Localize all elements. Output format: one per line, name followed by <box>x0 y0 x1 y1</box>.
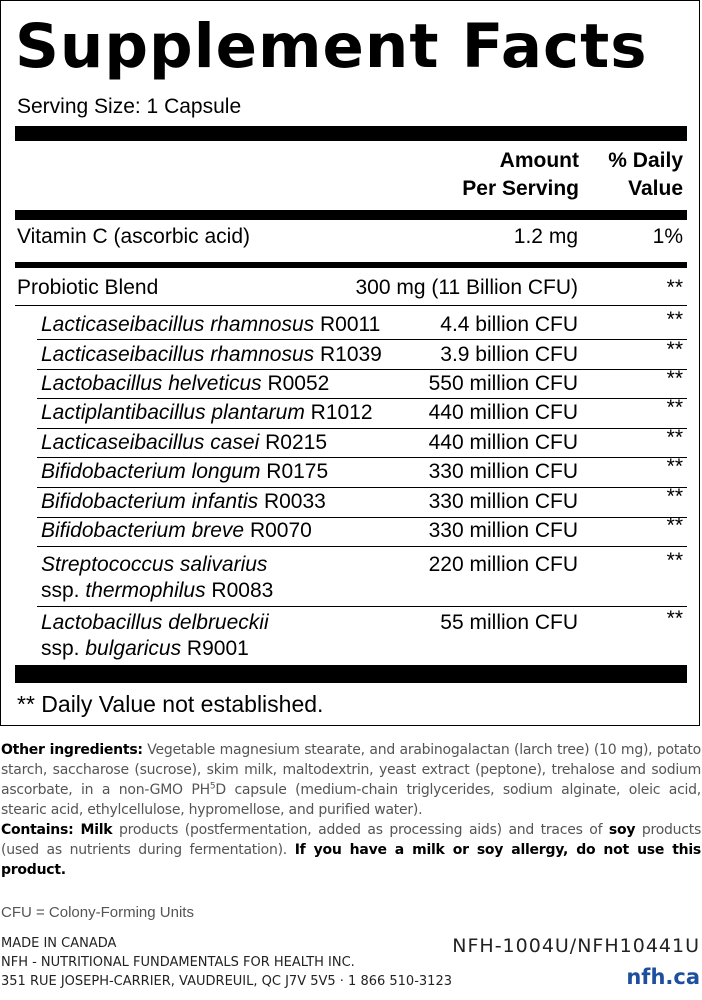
panel-title: Supplement Facts <box>15 11 648 82</box>
medium-divider <box>15 262 687 268</box>
strain-name: Lactiplantibacillus plantarum R1012 <box>41 401 373 424</box>
vitamin-c-amount: 1.2 mg <box>513 225 578 248</box>
strain-amount: 330 million CFU <box>428 519 578 542</box>
strain-dv: ** <box>666 607 683 630</box>
strain-amount: 4.4 billion CFU <box>440 313 578 336</box>
strain-amount: 330 million CFU <box>428 460 578 483</box>
strain-name: Lacticaseibacillus casei R0215 <box>41 431 327 454</box>
strain-name: Streptococcus salivarius ssp. thermophilus R0083 <box>41 553 274 602</box>
daily-value-header: % Daily Value <box>608 149 683 200</box>
other-ingredients-label: Other ingredients: <box>1 742 143 758</box>
strain-dv: ** <box>666 485 683 508</box>
strain-dv: ** <box>666 367 683 390</box>
daily-value-footnote: ** Daily Value not established. <box>17 691 324 717</box>
website: nfh.ca <box>626 965 700 989</box>
made-in: MADE IN CANADA <box>1 936 117 951</box>
row-divider <box>37 339 687 340</box>
strain-amount: 550 million CFU <box>428 372 578 395</box>
row-divider <box>37 606 687 607</box>
vitamin-c-name: Vitamin C (ascorbic acid) <box>17 225 251 248</box>
contains-label: Contains: <box>1 822 74 838</box>
row-divider <box>37 546 687 547</box>
strain-name: Bifidobacterium infantis R0033 <box>41 490 326 513</box>
strain-dv: ** <box>666 396 683 419</box>
strain-amount: 440 million CFU <box>428 431 578 454</box>
strain-dv: ** <box>666 426 683 449</box>
allergy-warning: If you have a milk or soy allergy, do not use this product. <box>1 842 702 878</box>
strain-name: Lactobacillus helveticus R0052 <box>41 372 330 395</box>
company-name: NFH - NUTRITIONAL FUNDAMENTALS FOR HEALTH INC. <box>1 955 355 970</box>
row-divider <box>15 305 687 306</box>
strain-amount: 55 million CFU <box>440 611 578 634</box>
strain-dv: ** <box>666 308 683 331</box>
amount-per-serving-header: Amount Per Serving <box>462 149 579 200</box>
strain-amount: 220 million CFU <box>428 553 578 576</box>
vitamin-c-dv: 1% <box>652 225 683 248</box>
probiotic-blend-dv: ** <box>666 276 683 299</box>
thick-divider <box>15 126 687 141</box>
strain-name: Lacticaseibacillus rhamnosus R0011 <box>41 313 381 336</box>
strain-amount: 330 million CFU <box>428 490 578 513</box>
strain-amount: 440 million CFU <box>428 401 578 424</box>
company-address: 351 RUE JOSEPH-CARRIER, VAUDREUIL, QC J7V 5V5 · 1 866 510-3123 <box>1 974 452 989</box>
strain-dv: ** <box>666 514 683 537</box>
strain-name: Bifidobacterium breve R0070 <box>41 519 312 542</box>
serving-size: Serving Size: 1 Capsule <box>17 95 242 118</box>
row-divider <box>37 487 687 488</box>
strain-name: Lacticaseibacillus rhamnosus R1039 <box>41 343 382 366</box>
strain-dv: ** <box>666 455 683 478</box>
strain-amount: 3.9 billion CFU <box>440 343 578 366</box>
strain-name: Bifidobacterium longum R0175 <box>41 460 329 483</box>
probiotic-blend-amount: 300 mg (11 Billion CFU) <box>355 276 578 299</box>
header-divider <box>15 210 687 220</box>
product-codes: NFH-1004U/NFH10441U <box>452 935 700 957</box>
bottom-divider <box>15 665 687 683</box>
other-ingredients: Other ingredients: Vegetable magnesium stearate, and arabinogalactan (larch tree) (10 mg), potato starch, saccharose (sucrose), skim milk, maltodextrin, yeast extract (peptone), trehalose and sodium ascorbate, in a non-GMO $PH^5D$ capsule (medium-chain triglycerides, sodium alginate, oleic acid, stearic acid, ethylcellulose, hypromellose, and purified water). Contains: Milk products (postfermentation, added as processing aids) and traces of soy products (used as nutrients during fermentation). If you have a milk or soy allergy, do not use this product. <box>1 742 702 878</box>
row-divider <box>37 428 687 429</box>
strain-name: Lactobacillus delbrueckii ssp. bulgaricus R9001 <box>41 611 269 660</box>
row-divider <box>37 457 687 458</box>
manufacturer-info <box>1 934 452 991</box>
row-divider <box>37 398 687 399</box>
probiotic-blend-name: Probiotic Blend <box>17 276 159 299</box>
strain-dv: ** <box>666 549 683 572</box>
row-divider <box>37 369 687 370</box>
strain-dv: ** <box>666 338 683 361</box>
cfu-definition: CFU = Colony-Forming Units <box>1 904 194 921</box>
